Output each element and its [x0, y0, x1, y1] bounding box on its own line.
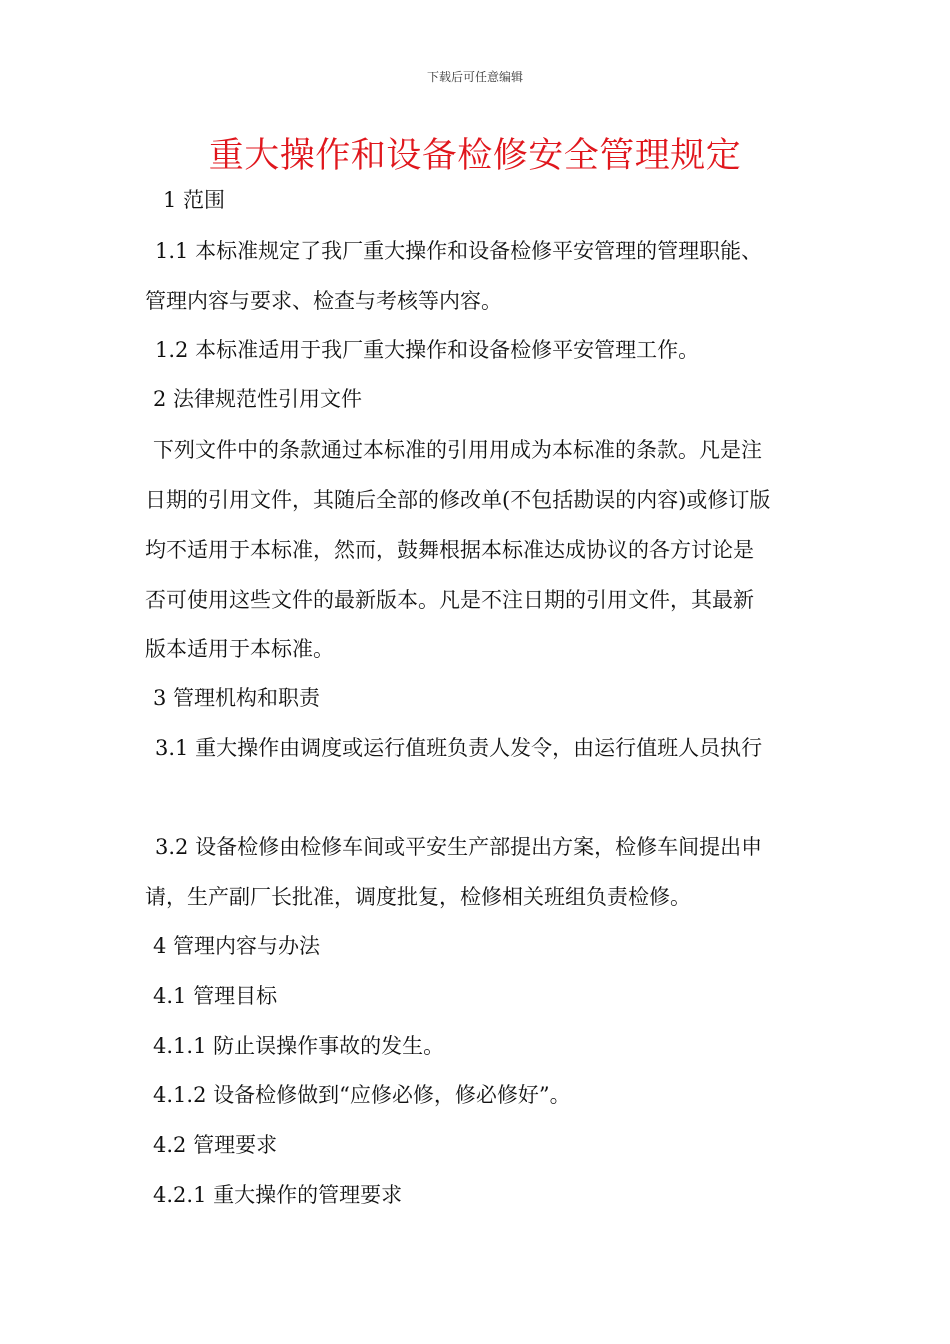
section-heading-scope: 1 范围 — [163, 188, 226, 212]
paragraph-line: 请，生产副厂长批准，调度批复，检修相关班组负责检修。 — [145, 885, 691, 909]
subsection-heading: 4.1 管理目标 — [153, 984, 278, 1008]
subsection-heading: 4.2.1 重大操作的管理要求 — [153, 1183, 403, 1207]
section-heading-organization: 3 管理机构和职责 — [153, 686, 321, 710]
section-heading-management: 4 管理内容与办法 — [153, 934, 321, 958]
paragraph-line: 3.1 重大操作由调度或运行值班负责人发令，由运行值班人员执行 — [155, 736, 763, 760]
paragraph-line: 均不适用于本标准，然而，鼓舞根据本标准达成协议的各方讨论是 — [145, 538, 754, 562]
paragraph-line: 管理内容与要求、检查与考核等内容。 — [145, 289, 502, 313]
paragraph-line: 版本适用于本标准。 — [145, 637, 334, 661]
paragraph-line: 否可使用这些文件的最新版本。凡是不注日期的引用文件，其最新 — [145, 588, 754, 612]
paragraph-line: 4.1.1 防止误操作事故的发生。 — [153, 1034, 445, 1058]
paragraph-line: 下列文件中的条款通过本标准的引用用成为本标准的条款。凡是注 — [153, 438, 762, 462]
paragraph-line: 日期的引用文件，其随后全部的修改单(不包括勘误的内容)或修订版 — [145, 488, 771, 512]
paragraph-line: 4.1.2 设备检修做到“应修必修，修必修好”。 — [153, 1083, 571, 1107]
header-note: 下载后可任意编辑 — [426, 70, 523, 84]
paragraph-line: 1.2 本标准适用于我厂重大操作和设备检修平安管理工作。 — [155, 338, 700, 362]
paragraph-line: 3.2 设备检修由检修车间或平安生产部提出方案，检修车间提出申 — [155, 835, 763, 859]
document-title: 重大操作和设备检修安全管理规定 — [208, 136, 742, 176]
subsection-heading: 4.2 管理要求 — [153, 1133, 278, 1157]
paragraph-line: 1.1 本标准规定了我厂重大操作和设备检修平安管理的管理职能、 — [155, 239, 763, 263]
section-heading-references: 2 法律规范性引用文件 — [153, 387, 363, 411]
